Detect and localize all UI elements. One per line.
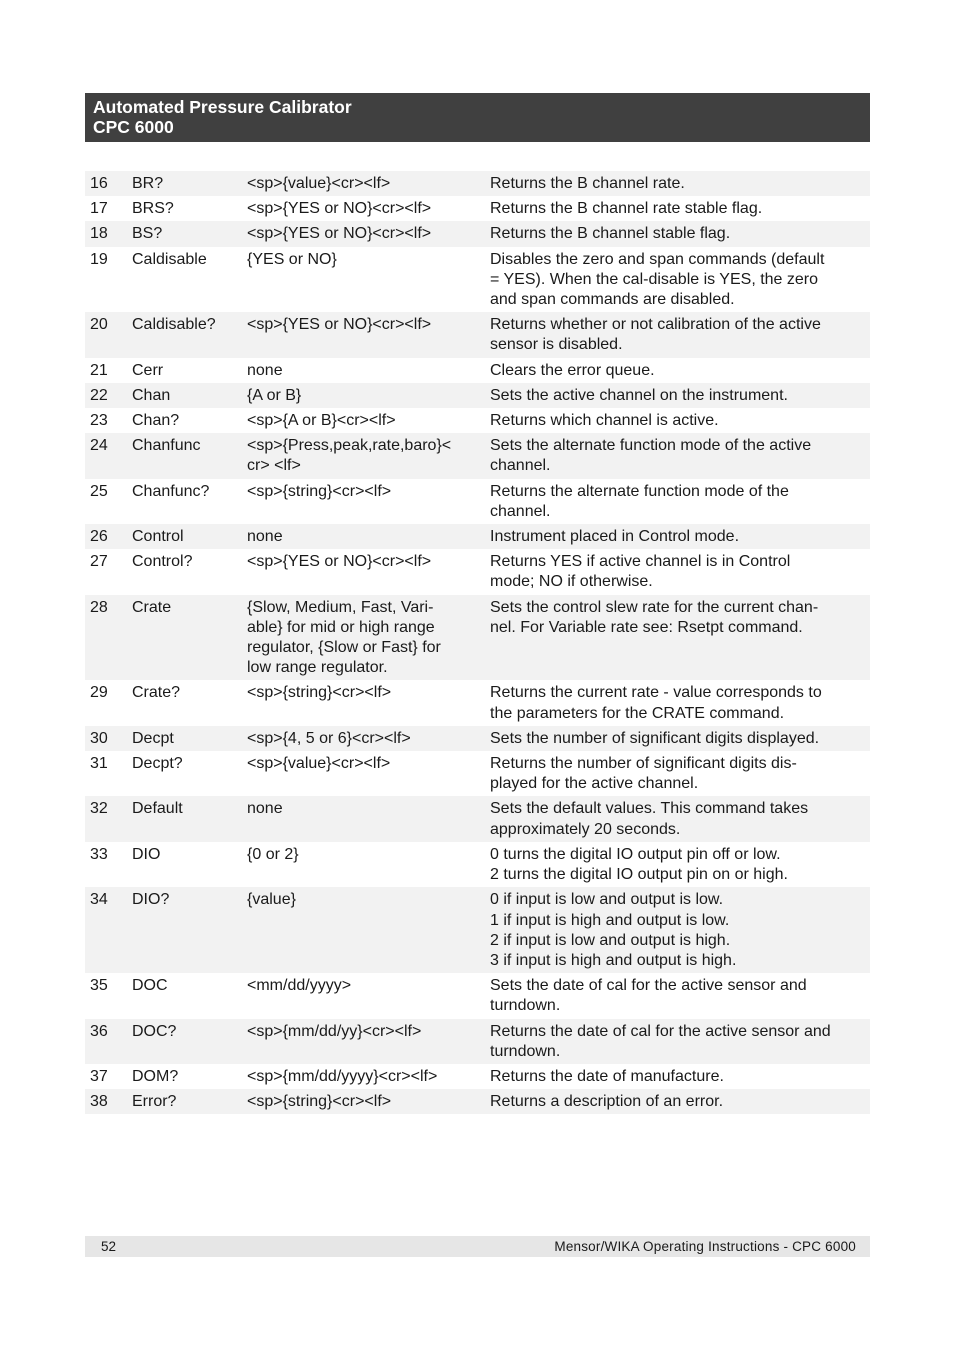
description-cell: 0 turns the digital IO output pin off or low. 2 turns the digital IO output pin on or high. [490,845,788,884]
table-row [85,221,870,246]
description-cell: Sets the control slew rate for the current chan- nel. For Variable rate see: Rsetpt command. [490,598,819,636]
command-cell: Chan? [132,412,180,430]
table-row [85,751,870,796]
page-number: 52 [101,1239,117,1254]
response-cell: <sp>{Press,peak,rate,baro}< cr> <lf> [247,437,452,475]
row-number: 31 [90,755,108,773]
table-row [85,726,870,751]
table-row [85,312,870,357]
row-number: 29 [90,684,108,702]
row-number: 26 [90,528,108,546]
response-cell: <sp>{YES or NO}<cr><lf> [247,225,432,243]
table-row [85,358,870,383]
command-cell: BRS? [132,200,174,218]
row-number: 36 [90,1022,108,1040]
table-row [85,383,870,408]
response-cell: {0 or 2} [247,845,299,863]
command-cell: Crate [132,598,172,616]
command-table [85,171,870,1114]
response-cell: <sp>{A or B}<cr><lf> [247,412,396,430]
description-cell: Returns YES if active channel is in Control mode; NO if otherwise. [490,553,791,591]
command-cell: DIO? [132,891,170,909]
description-cell: Returns which channel is active. [490,412,719,430]
command-cell: Decpt [132,729,174,747]
table-row [85,549,870,594]
row-number: 21 [90,361,108,379]
response-cell: {Slow, Medium, Fast, Vari- able} for mid or high range regulator, {Slow or Fast} for low range regulator. [247,598,441,677]
row-number: 19 [90,250,108,268]
row-number: 22 [90,386,108,404]
command-cell: DOC [132,977,168,995]
description-cell: Sets the alternate function mode of the active channel. [490,437,812,475]
table-row [85,479,870,524]
row-number: 34 [90,891,108,909]
row-number: 32 [90,800,108,818]
response-cell: <sp>{value}<cr><lf> [247,755,391,773]
table-row [85,973,870,1018]
description-cell: Sets the date of cal for the active sensor and turndown. [490,977,807,1015]
description-cell: 0 if input is low and output is low. 1 if input is high and output is low. 2 if input is low and output is high. 3 if input is high and output is high. [490,891,737,969]
command-cell: Decpt? [132,755,183,773]
response-cell: <sp>{4, 5 or 6}<cr><lf> [247,729,411,747]
row-number: 23 [90,412,108,430]
command-cell: Caldisable? [132,316,216,334]
row-number: 33 [90,845,108,863]
command-cell: Error? [132,1093,177,1111]
description-cell: Returns the current rate - value corresponds to the parameters for the CRATE command. [490,684,822,722]
table-row [85,1089,870,1114]
row-number: 37 [90,1067,108,1085]
row-number: 24 [90,437,108,455]
command-cell: Chan [132,386,171,404]
footer-title: Mensor/WIKA Operating Instructions - CPC 6000 [554,1239,856,1254]
response-cell: <sp>{YES or NO}<cr><lf> [247,553,432,571]
command-cell: Caldisable [132,250,207,268]
response-cell: <sp>{string}<cr><lf> [247,482,392,500]
description-cell: Sets the number of significant digits displayed. [490,729,820,747]
response-cell: <sp>{string}<cr><lf> [247,1093,392,1111]
table-row [85,887,870,973]
description-cell: Sets the default values. This command takes approximately 20 seconds. [490,800,809,838]
command-cell: DOM? [132,1067,179,1085]
row-number: 16 [90,175,108,192]
response-cell: <sp>{string}<cr><lf> [247,684,392,702]
table-row [85,196,870,221]
response-cell: {A or B} [247,386,302,404]
response-cell: none [247,800,283,818]
row-number: 18 [90,225,108,243]
table-row [85,247,870,313]
response-cell: <sp>{mm/dd/yyyy}<cr><lf> [247,1067,438,1085]
description-cell: Returns the B channel rate stable flag. [490,200,763,218]
row-number: 17 [90,200,108,218]
command-cell: Default [132,800,183,818]
table-row [85,1064,870,1089]
table-row [85,595,870,681]
command-cell: BR? [132,175,164,192]
table-row [85,524,870,549]
row-number: 28 [90,598,108,616]
command-cell: Crate? [132,684,181,702]
table-row [85,680,870,725]
response-cell: {value} [247,891,296,909]
command-cell: DIO [132,845,161,863]
response-cell: <sp>{YES or NO}<cr><lf> [247,316,432,334]
command-cell: Control? [132,553,193,571]
description-cell: Clears the error queue. [490,361,655,379]
table-row [85,408,870,433]
command-cell: BS? [132,225,163,243]
table-row [85,171,870,196]
description-cell: Instrument placed in Control mode. [490,528,740,546]
description-cell: Returns the alternate function mode of the channel. [490,482,789,520]
row-number: 30 [90,729,108,747]
response-cell: <sp>{value}<cr><lf> [247,175,391,192]
response-cell: none [247,528,283,546]
description-cell: Returns a description of an error. [490,1093,724,1111]
description-cell: Sets the active channel on the instrument. [490,386,788,404]
command-cell: Control [132,528,184,546]
page-footer [85,1236,870,1257]
command-cell: Chanfunc? [132,482,210,500]
response-cell: {YES or NO} [247,250,337,268]
description-cell: Returns the number of significant digits dis- played for the active channel. [490,755,797,793]
document-header [85,93,870,142]
description-cell: Returns the date of manufacture. [490,1067,724,1085]
response-cell: none [247,361,283,379]
description-cell: Disables the zero and span commands (default = YES). When the cal-disable is YES, the zero and span commands are disabled. [490,250,825,309]
row-number: 20 [90,316,108,334]
command-cell: Chanfunc [132,437,201,455]
header-title: Automated Pressure Calibrator [93,97,352,117]
description-cell: Returns the B channel stable flag. [490,225,731,243]
response-cell: <sp>{YES or NO}<cr><lf> [247,200,432,218]
table-row [85,1019,870,1064]
row-number: 25 [90,482,108,500]
table-row [85,796,870,841]
table-row [85,433,870,478]
row-number: 35 [90,977,108,995]
table-row [85,842,870,887]
command-cell: Cerr [132,361,164,379]
response-cell: <mm/dd/yyyy> [247,977,352,995]
description-cell: Returns whether or not calibration of the active sensor is disabled. [490,316,821,354]
description-cell: Returns the B channel rate. [490,175,685,192]
row-number: 27 [90,553,108,571]
row-number: 38 [90,1093,108,1111]
description-cell: Returns the date of cal for the active sensor and turndown. [490,1022,831,1060]
command-cell: DOC? [132,1022,177,1040]
header-model: CPC 6000 [93,117,174,137]
response-cell: <sp>{mm/dd/yy}<cr><lf> [247,1022,422,1040]
